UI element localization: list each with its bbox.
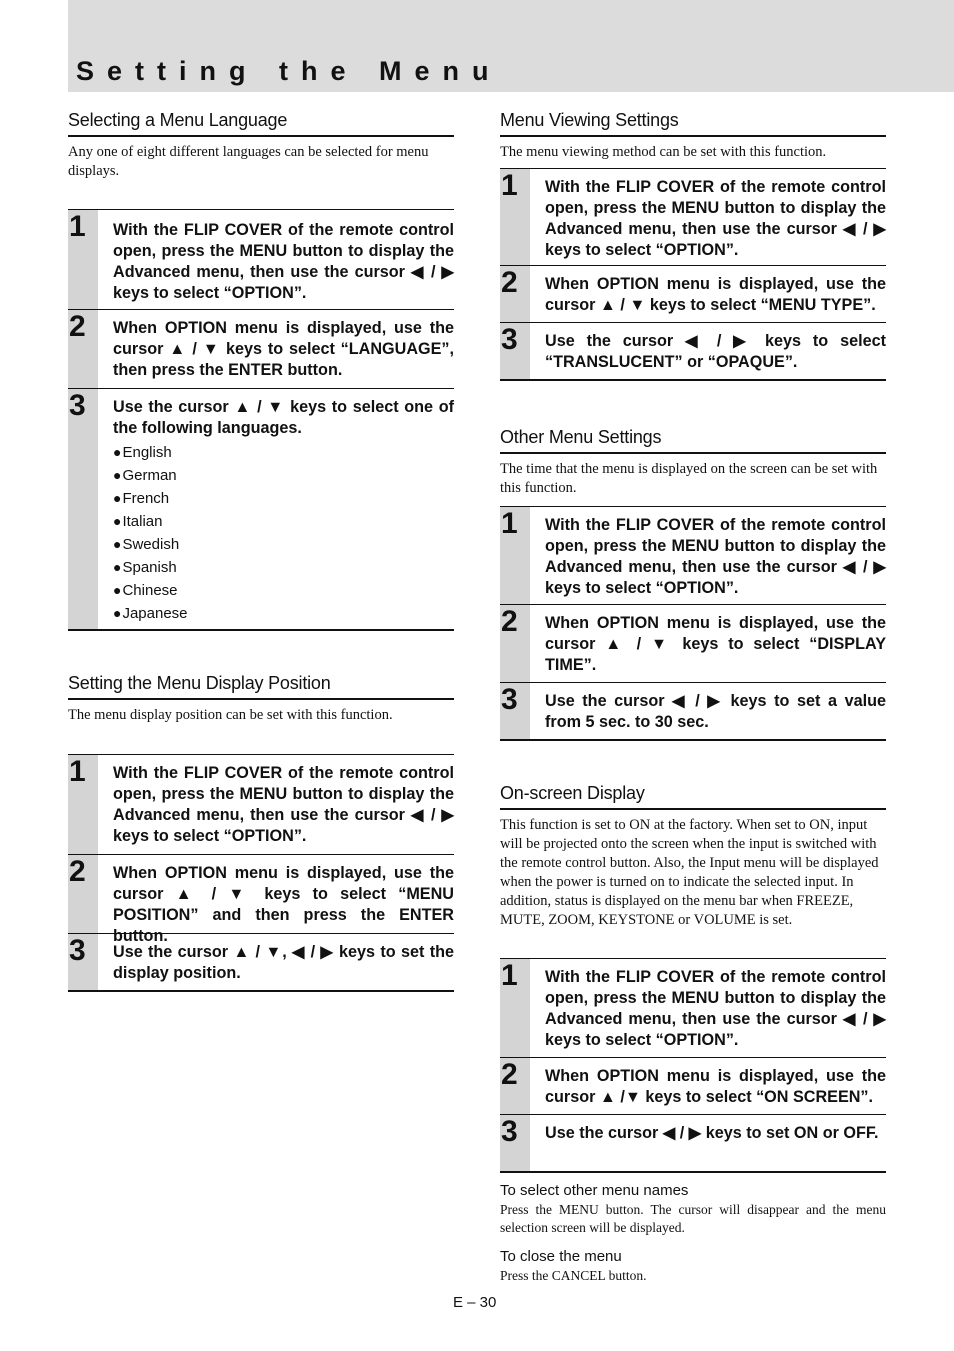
language-list xyxy=(113,441,454,625)
step-text: When OPTION menu is displayed, use the cursor ▲ / ▼ keys to select “MENU TYPE”. xyxy=(545,275,886,314)
bullet-icon: ● xyxy=(113,490,122,506)
note-text: Press the CANCEL button. xyxy=(500,1268,647,1283)
section-on-screen-display xyxy=(500,781,886,1285)
step-number: 3 xyxy=(500,683,530,739)
step-number: 3 xyxy=(68,934,98,990)
language-item: ●English xyxy=(113,444,172,461)
step-1 xyxy=(68,755,454,854)
language-item: ●Italian xyxy=(113,513,163,530)
step-number: 3 xyxy=(68,389,98,629)
section-heading: On-screen Display xyxy=(500,781,886,810)
bullet-icon: ● xyxy=(113,444,122,460)
section-description: The time that the menu is displayed on the screen can be set with this function. xyxy=(500,461,878,496)
note-heading: To close the menu xyxy=(500,1248,622,1265)
left-column xyxy=(68,108,454,992)
step-number: 3 xyxy=(500,323,530,379)
section-description: The menu display position can be set with this function. xyxy=(68,707,393,723)
step-2 xyxy=(68,854,454,945)
language-item: ●Swedish xyxy=(113,536,180,553)
step-number: 2 xyxy=(68,855,98,933)
step-text: When OPTION menu is displayed, use the cursor ▲ / ▼ keys to select “DISPLAY TIME”. xyxy=(545,614,886,674)
bullet-icon: ● xyxy=(113,605,122,621)
step-text: With the FLIP COVER of the remote control open, press the MENU button to display the Advanced menu, then use the cursor ◀ / ▶ keys to select “OPTION”. xyxy=(113,764,454,845)
right-column xyxy=(500,108,886,1285)
step-text: Use the cursor ◀ / ▶ keys to set a value from 5 sec. to 30 sec. xyxy=(545,692,886,731)
step-text: When OPTION menu is displayed, use the cursor ▲ /▼ keys to select “ON SCREEN”. xyxy=(545,1067,886,1106)
bullet-icon: ● xyxy=(113,467,122,483)
section-menu-display-position xyxy=(68,671,454,992)
step-number: 1 xyxy=(500,507,530,604)
language-item: ●French xyxy=(113,490,170,507)
step-number: 2 xyxy=(500,266,530,322)
bullet-icon: ● xyxy=(113,513,122,529)
step-text: Use the cursor ◀ / ▶ keys to set ON or OFF. xyxy=(545,1124,879,1142)
section-description: Any one of eight different languages can be selected for menu displays. xyxy=(68,144,429,179)
bullet-icon: ● xyxy=(113,582,122,598)
step-2 xyxy=(500,265,886,322)
step-list xyxy=(500,958,886,1173)
note-text: Press the MENU button. The cursor will disappear and the menu selection screen will be displayed. xyxy=(500,1202,886,1235)
step-text: With the FLIP COVER of the remote control open, press the MENU button to display the Advanced menu, then use the cursor ◀ / ▶ keys to select “OPTION”. xyxy=(545,516,886,597)
language-item: ●Japanese xyxy=(113,605,188,622)
bullet-icon: ● xyxy=(113,559,122,575)
step-2 xyxy=(68,309,454,388)
step-number: 3 xyxy=(500,1115,530,1171)
step-number: 1 xyxy=(68,210,98,309)
step-text: When OPTION menu is displayed, use the cursor ▲ / ▼ keys to select “LANGUAGE”, then press the ENTER button. xyxy=(113,319,454,379)
step-3 xyxy=(68,933,454,990)
step-list xyxy=(500,168,886,381)
step-text: Use the cursor ◀ / ▶ keys to select “TRANSLUCENT” or “OPAQUE”. xyxy=(545,332,886,371)
step-number: 2 xyxy=(500,605,530,682)
note-heading: To select other menu names xyxy=(500,1182,689,1199)
section-menu-viewing xyxy=(500,108,886,381)
step-list xyxy=(68,754,454,992)
step-3 xyxy=(500,1114,886,1171)
step-1 xyxy=(68,210,454,309)
step-3 xyxy=(68,388,454,629)
step-text: With the FLIP COVER of the remote control open, press the MENU button to display the Advanced menu, then use the cursor ◀ / ▶ keys to select “OPTION”. xyxy=(113,221,454,302)
step-text: When OPTION menu is displayed, use the cursor ▲ / ▼ keys to select “MENU POSITION” and then press the ENTER button. xyxy=(113,864,454,945)
step-3 xyxy=(500,682,886,739)
page-title: Setting the Menu xyxy=(76,56,502,86)
section-heading: Selecting a Menu Language xyxy=(68,108,454,137)
step-1 xyxy=(500,959,886,1057)
step-number: 1 xyxy=(68,755,98,854)
step-number: 2 xyxy=(500,1058,530,1114)
step-text xyxy=(98,389,454,629)
step-text: With the FLIP COVER of the remote control open, press the MENU button to display the Advanced menu, then use the cursor ◀ / ▶ keys to select “OPTION”. xyxy=(545,968,886,1049)
page-number: E – 30 xyxy=(453,1294,497,1311)
language-item: ●Spanish xyxy=(113,559,177,576)
step-list xyxy=(500,506,886,741)
language-item: ●Chinese xyxy=(113,582,178,599)
step-1 xyxy=(500,507,886,604)
section-description: This function is set to ON at the factory. When set to ON, input will be projected onto the screen when the input is switched with the remote control button. Also, the Input menu will be displayed when the power is turned on to indicate the selected input. In addition, status is displayed on the menu bar when FREEZE, MUTE, ZOOM, KEYSTONE or VOLUME is set. xyxy=(500,817,879,928)
step-text-body: Use the cursor ▲ / ▼ keys to select one of the following languages. xyxy=(113,398,454,437)
section-menu-language xyxy=(68,108,454,631)
step-text: With the FLIP COVER of the remote control open, press the MENU button to display the Advanced menu, then use the cursor ◀ / ▶ keys to select “OPTION”. xyxy=(545,178,886,259)
step-3 xyxy=(500,322,886,379)
step-number: 1 xyxy=(500,959,530,1057)
step-text: Use the cursor ▲ / ▼, ◀ / ▶ keys to set the display position. xyxy=(113,943,454,982)
step-2 xyxy=(500,1057,886,1114)
section-heading: Menu Viewing Settings xyxy=(500,108,886,137)
section-heading: Setting the Menu Display Position xyxy=(68,671,454,700)
step-1 xyxy=(500,169,886,265)
step-number: 1 xyxy=(500,169,530,265)
language-item: ●German xyxy=(113,467,177,484)
step-number: 2 xyxy=(68,310,98,388)
section-description: The menu viewing method can be set with this function. xyxy=(500,144,827,160)
section-other-menu xyxy=(500,425,886,741)
section-heading: Other Menu Settings xyxy=(500,425,886,454)
step-2 xyxy=(500,604,886,682)
step-list xyxy=(68,209,454,631)
bullet-icon: ● xyxy=(113,536,122,552)
